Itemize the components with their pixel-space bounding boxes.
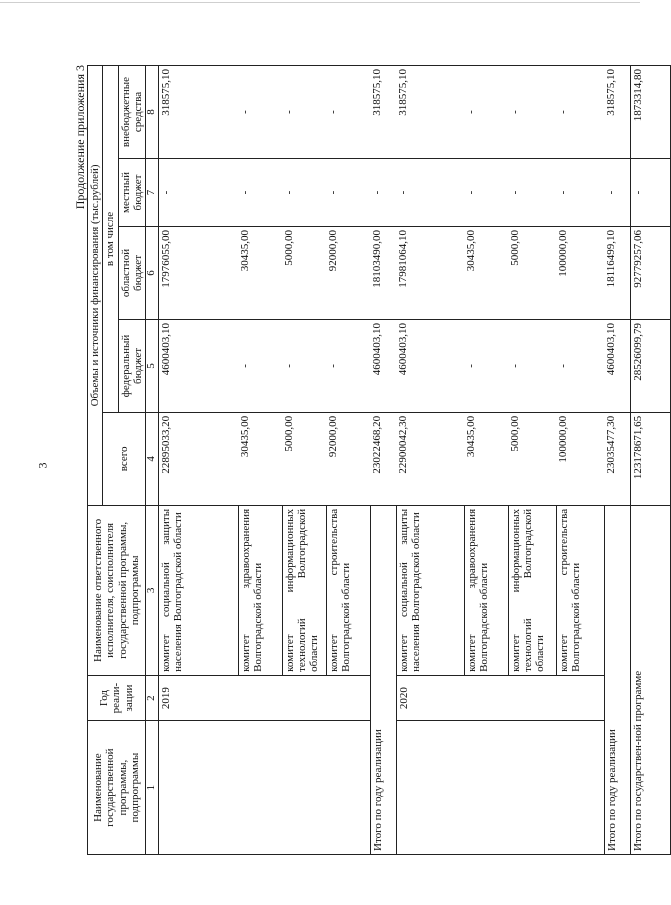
local-cell: - [370, 159, 396, 227]
funding-table [87, 65, 671, 855]
local-cell: - [556, 159, 604, 227]
local-cell: - [604, 159, 630, 227]
local-cell: - [238, 159, 282, 227]
subtotal-row [604, 66, 630, 855]
col-num: 5 [146, 319, 159, 412]
total-cell: 23022468,20 [370, 412, 396, 505]
col-num: 2 [146, 675, 159, 720]
regional-cell: 17976055,00 [158, 227, 238, 320]
executor-cell: комитет здравоохранения Волгоградской области [238, 505, 282, 675]
header-executor: Наименование ответственного исполнителя, соисполнителя государственной программы, подпрограммы [88, 505, 146, 675]
local-cell: - [282, 159, 326, 227]
header-extra: внебюджетные средства [118, 66, 146, 159]
regional-cell: 5000,00 [508, 227, 556, 320]
col-num: 6 [146, 227, 159, 320]
header-program-name: Наименование государственной программы, подпрограммы [88, 721, 146, 855]
column-number-row [146, 66, 159, 855]
grand-total-row [630, 66, 670, 855]
extra-cell: 1873314,80 [630, 66, 670, 159]
executor-cell: комитет социальной защиты населения Волгоградской области [158, 505, 238, 675]
extra-cell: 318575,10 [604, 66, 630, 159]
regional-cell: 30435,00 [238, 227, 282, 320]
regional-cell: 92779257,06 [630, 227, 670, 320]
local-cell: - [396, 159, 464, 227]
executor-cell: комитет социальной защиты населения Волгоградской области [396, 505, 464, 675]
regional-cell: 30435,00 [464, 227, 508, 320]
header-local: местный бюджет [118, 159, 146, 227]
extra-cell: - [556, 66, 604, 159]
appendix-caption: Продолжение приложения 3 [73, 65, 87, 210]
federal-cell: 4600403,10 [370, 319, 396, 412]
col-num: 7 [146, 159, 159, 227]
local-cell: - [158, 159, 238, 227]
total-cell: 23035477,30 [604, 412, 630, 505]
executor-cell: комитет информационных технологий Волгоградской области [282, 505, 326, 675]
total-cell: 5000,00 [508, 412, 556, 505]
federal-cell: - [508, 319, 556, 412]
local-cell: - [464, 159, 508, 227]
total-cell: 123178671,65 [630, 412, 670, 505]
executor-cell: комитет здравоохранения Волгоградской области [464, 505, 508, 675]
header-federal: федеральный бюджет [118, 319, 146, 412]
local-cell: - [508, 159, 556, 227]
header-total: всего [103, 412, 146, 505]
extra-cell: - [282, 66, 326, 159]
federal-cell: - [282, 319, 326, 412]
executor-cell: комитет строительства Волгоградской области [326, 505, 370, 675]
subtotal-row [370, 66, 396, 855]
executor-cell: комитет строительства Волгоградской области [556, 505, 604, 675]
regional-cell: 17981064,10 [396, 227, 464, 320]
program-name-cell [396, 721, 604, 855]
program-name-cell [158, 721, 370, 855]
extra-cell: - [508, 66, 556, 159]
total-cell: 100000,00 [556, 412, 604, 505]
table-row [396, 66, 464, 855]
regional-cell: 5000,00 [282, 227, 326, 320]
federal-cell: 4600403,10 [396, 319, 464, 412]
total-cell: 22895033,20 [158, 412, 238, 505]
extra-cell: - [326, 66, 370, 159]
federal-cell: - [326, 319, 370, 412]
federal-cell: - [556, 319, 604, 412]
subtotal-label: Итого по году реализации [370, 505, 396, 854]
federal-cell: 4600403,10 [604, 319, 630, 412]
col-num: 3 [146, 505, 159, 675]
header-funding: Объемы и источники финансирования (тыс.рублей) [88, 66, 103, 506]
subtotal-label: Итого по году реализации [604, 505, 630, 854]
local-cell: - [326, 159, 370, 227]
total-cell: 5000,00 [282, 412, 326, 505]
total-cell: 30435,00 [238, 412, 282, 505]
extra-cell: 318575,10 [370, 66, 396, 159]
year-cell: 2019 [158, 675, 370, 720]
executor-cell: комитет информационных технологий Волгоградской области [508, 505, 556, 675]
header-including: в том числе [103, 66, 118, 413]
top-rule [0, 2, 640, 3]
grand-total-label: Итого по государствен-ной программе [630, 505, 670, 854]
table-row [158, 66, 238, 855]
col-num: 8 [146, 66, 159, 159]
regional-cell: 92000,00 [326, 227, 370, 320]
header-row-1 [88, 66, 103, 855]
regional-cell: 18116499,10 [604, 227, 630, 320]
col-num: 4 [146, 412, 159, 505]
federal-cell: - [464, 319, 508, 412]
federal-cell: 4600403,10 [158, 319, 238, 412]
header-regional: областной бюджет [118, 227, 146, 320]
header-year: Год реали-зации [88, 675, 146, 720]
extra-cell: 318575,10 [396, 66, 464, 159]
extra-cell: - [464, 66, 508, 159]
rotated-page [65, 35, 644, 855]
total-cell: 30435,00 [464, 412, 508, 505]
total-cell: 92000,00 [326, 412, 370, 505]
total-cell: 22900042,30 [396, 412, 464, 505]
regional-cell: 100000,00 [556, 227, 604, 320]
year-cell: 2020 [396, 675, 604, 720]
federal-cell: - [238, 319, 282, 412]
col-num: 1 [146, 721, 159, 855]
local-cell: - [630, 159, 670, 227]
page-number: 3 [35, 462, 50, 469]
federal-cell: 28526099,79 [630, 319, 670, 412]
extra-cell: 318575,10 [158, 66, 238, 159]
extra-cell: - [238, 66, 282, 159]
regional-cell: 18103490,00 [370, 227, 396, 320]
